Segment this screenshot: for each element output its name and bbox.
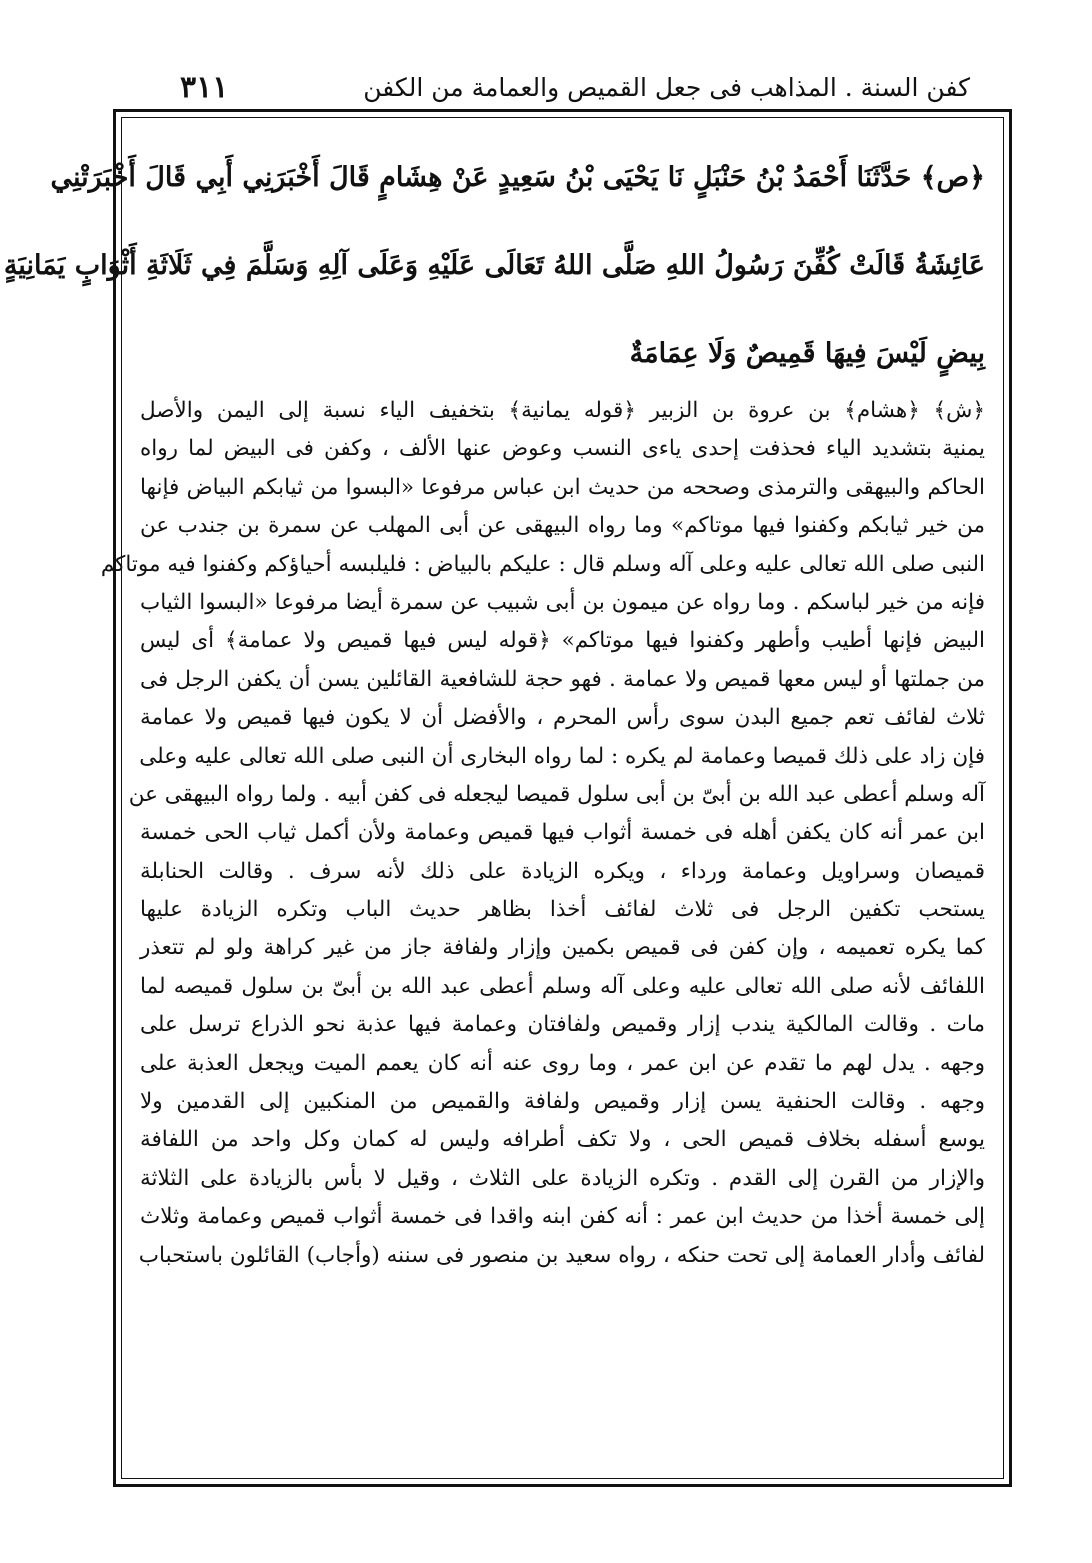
commentary-line: وجهه . يدل لهم ما تقدم عن ابن عمر ، وما روى عنه أنه كان يعمم الميت ويجعل العذبة على — [140, 1050, 985, 1076]
commentary-line: النبى صلى الله تعالى عليه وعلى آله وسلم قال : عليكم بالبياض : فليلبسه أحياؤكم وكفنوا فيه موتاكم — [100, 551, 985, 577]
commentary-line: من خير ثيابكم وكفنوا فيها موتاكم» وما رواه البيهقى عن أبى المهلب عن سمرة بن جندب عن — [140, 513, 985, 539]
commentary-line: كما يكره تعميمه ، وإن كفن فى قميص بكمين وإزار ولفافة جاز من غير كراهة ولو لم تتعذر — [140, 935, 985, 961]
commentary-line: يستحب تكفين الرجل فى ثلاث لفائف أخذا بظاهر حديث الباب وتكره الزيادة عليها — [140, 897, 985, 923]
commentary-line: ﴿ش﴾ ﴿هشام﴾ بن عروة بن الزبير ﴿قوله يمانية﴾ بتخفيف الياء نسبة إلى اليمن والأصل — [140, 398, 985, 423]
commentary-line: فإن زاد على ذلك قميصا وعمامة لم يكره : لما رواه البخارى أن النبى صلى الله تعالى عليه وعلى — [139, 743, 985, 769]
page-header — [150, 62, 970, 112]
hadith-line: ﴿ص﴾ حَدَّثَنَا أَحْمَدُ بْنُ حَنْبَلٍ نَا يَحْيَى بْنُ سَعِيدٍ عَنْ هِشَامٍ قَالَ أَخْبَرَنِي أَبِي قَالَ أَخْبَرَتْنِي — [50, 162, 985, 193]
running-title: كفن السنة . المذاهب فى جعل القميص والعمامة من الكفن — [363, 72, 970, 102]
commentary-line: والإزار من القرن إلى القدم . وتكره الزيادة على الثلاث ، وقيل لا بأس بالزيادة على الثلاثة — [140, 1165, 985, 1191]
hadith-text — [3, 148, 985, 412]
commentary-line: يمنية بتشديد الياء فحذفت إحدى ياءى النسب وعوض عنها الألف ، وكفن فى البيض لما رواه — [140, 436, 985, 462]
commentary-line: من جملتها أو ليس معها قميص ولا عمامة . فهو حجة للشافعية القائلين يسن أن يكفن الرجل فى — [140, 666, 985, 692]
commentary-line: فإنه من خير لباسكم . وما رواه عن ميمون بن أبى شبيب عن سمرة أيضا مرفوعا «البسوا الثياب — [140, 589, 985, 615]
commentary-line: إلى خمسة أخذا من حديث ابن عمر : أنه كفن ابنه واقدا فى خمسة أثواب قميص وعمامة وثلاث — [140, 1204, 985, 1230]
hadith-line: بِيضٍ لَيْسَ فِيهَا قَمِيصٌ وَلَا عِمَامَةٌ — [629, 338, 985, 369]
commentary-line: ثلاث لفائف تعم جميع البدن سوى رأس المحرم ، والأفضل أن لا يكون فيها قميص ولا عمامة — [140, 705, 985, 731]
commentary-line: الحاكم والبيهقى والترمذى وصححه من حديث ابن عباس مرفوعا «البسوا من ثيابكم البياض فإنها — [140, 474, 985, 500]
commentary-line: لفائف وأدار العمامة إلى تحت حنكه ، رواه سعيد بن منصور فى سننه (وأجاب) القائلون باستحباب — [138, 1242, 985, 1268]
commentary-line: البيض فإنها أطيب وأطهر وكفنوا فيها موتاكم» ﴿قوله ليس فيها قميص ولا عمامة﴾ أى ليس — [140, 628, 985, 654]
commentary-line: يوسع أسفله بخلاف قميص الحى ، ولا تكف أطرافه وليس له كمان وكل واحد من اللفافة — [140, 1127, 985, 1153]
commentary-line: قميصان وسراويل وعمامة ورداء ، ويكره الزيادة على ذلك لأنه سرف . وقالت الحنابلة — [140, 858, 985, 884]
commentary-line: ابن عمر أنه كان يكفن أهله فى خمسة أثواب فيها قميص وعمامة ولأن أكمل ثياب الحى خمسة — [140, 820, 985, 846]
commentary-line: مات . وقالت المالكية يندب إزار وقميص ولفافتان وعمامة فيها عذبة نحو الذراع ترسل على — [140, 1012, 985, 1038]
commentary-text — [100, 392, 985, 1275]
commentary-line: وجهه . وقالت الحنفية يسن إزار وقميص ولفافة والقميص من المنكبين إلى القدمين ولا — [140, 1089, 985, 1115]
hadith-line: عَائِشَةُ قَالَتْ كُفِّنَ رَسُولُ اللهِ صَلَّى اللهُ تَعَالَى عَلَيْهِ وَعَلَى آلِهِ وَسَلَّمَ فِي ثَلَاثَةِ أَثْوَابٍ يَمَانِيَةٍ — [3, 250, 985, 281]
commentary-line: اللفائف لأنه صلى الله تعالى عليه وعلى آله وسلم أعطى عبد الله بن أبىّ بن سلول قميصه لما — [140, 973, 985, 999]
page-number: ٣١١ — [180, 69, 229, 105]
commentary-line: آله وسلم أعطى عبد الله بن أبىّ بن أبى سلول قميصا ليجعله فى كفن أبيه . ولما رواه البيهقى عن — [128, 781, 985, 807]
